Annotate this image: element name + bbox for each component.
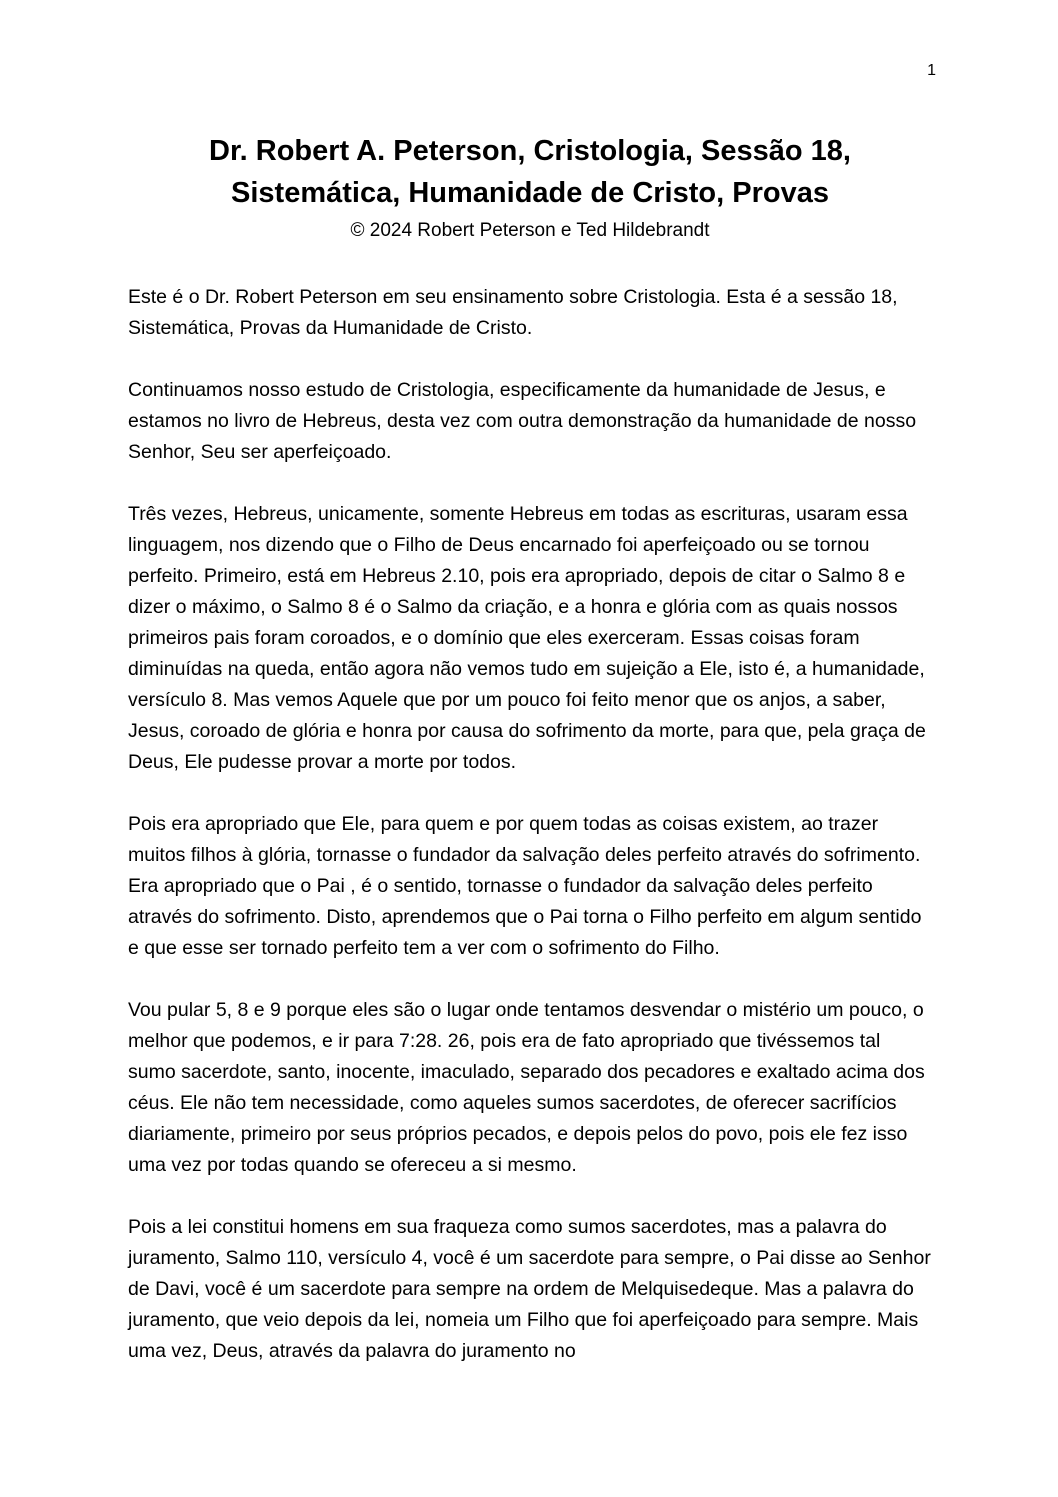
paragraph: Continuamos nosso estudo de Cristologia, especificamente da humanidade de Jesus, e estamos no livro de Hebreus, desta vez com outra demonstração da humanidade de nosso Senhor, Seu ser aperfeiçoado. [128,379,917,464]
document-title-line-2: Sistemática, Humanidade de Cristo, Provas [231,177,829,210]
paragraph: Pois a lei constitui homens em sua fraqueza como sumos sacerdotes, mas a palavra do juramento, Salmo 110, versículo 4, você é um sacerdote para sempre, o Pai disse ao Senhor de Davi, você é um sacerdote para sempre na ordem de Melquisedeque. Mas a palavra do juramento, que veio depois da lei, nomeia um Filho que foi aperfeiçoado para sempre. Mais uma vez, Deus, através da palavra do juramento no [128,1216,931,1363]
document-content [128,130,932,1367]
page-number: 1 [927,62,936,79]
paragraph: Três vezes, Hebreus, unicamente, somente Hebreus em todas as escrituras, usaram essa linguagem, nos dizendo que o Filho de Deus encarnado foi aperfeiçoado ou se tornou perfeito. Primeiro, está em Hebreus 2.10, pois era apropriado, depois de citar o Salmo 8 e dizer o máximo, o Salmo 8 é o Salmo da criação, e a honra e glória com as quais nossos primeiros pais foram coroados, e o domínio que eles exerceram. Essas coisas foram diminuídas na queda, então agora não vemos tudo em sujeição a Ele, isto é, a humanidade, versículo 8. Mas vemos Aquele que por um pouco foi feito menor que os anjos, a saber, Jesus, coroado de glória e honra por causa do sofrimento da morte, para que, pela graça de Deus, Ele pudesse provar a morte por todos. [128,503,926,774]
document-title-line-1: Dr. Robert A. Peterson, Cristologia, Sessão 18, [209,135,851,167]
body-text [128,282,932,1367]
paragraph: Este é o Dr. Robert Peterson em seu ensinamento sobre Cristologia. Esta é a sessão 18, Sistemática, Provas da Humanidade de Cristo. [128,286,898,340]
paragraph: Pois era apropriado que Ele, para quem e por quem todas as coisas existem, ao trazer muitos filhos à glória, tornasse o fundador da salvação deles perfeito através do sofrimento. Era apropriado que o Pai , é o sentido, tornasse o fundador da salvação deles perfeito através do sofrimento. Disto, aprendemos que o Pai torna o Filho perfeito em algum sentido e que esse ser tornado perfeito tem a ver com o sofrimento do Filho. [128,813,922,960]
copyright-line: © 2024 Robert Peterson e Ted Hildebrandt [350,220,710,242]
document-title [128,130,932,214]
paragraph: Vou pular 5, 8 e 9 porque eles são o lugar onde tentamos desvendar o mistério um pouco, o melhor que podemos, e ir para 7:28. 26, pois era de fato apropriado que tivéssemos tal sumo sacerdote, santo, inocente, imaculado, separado dos pecadores e exaltado acima dos céus. Ele não tem necessidade, como aqueles sumos sacerdotes, de oferecer sacrifícios diariamente, primeiro por seus próprios pecados, e depois pelos do povo, pois ele fez isso uma vez por todas quando se ofereceu a si mesmo. [128,999,925,1177]
